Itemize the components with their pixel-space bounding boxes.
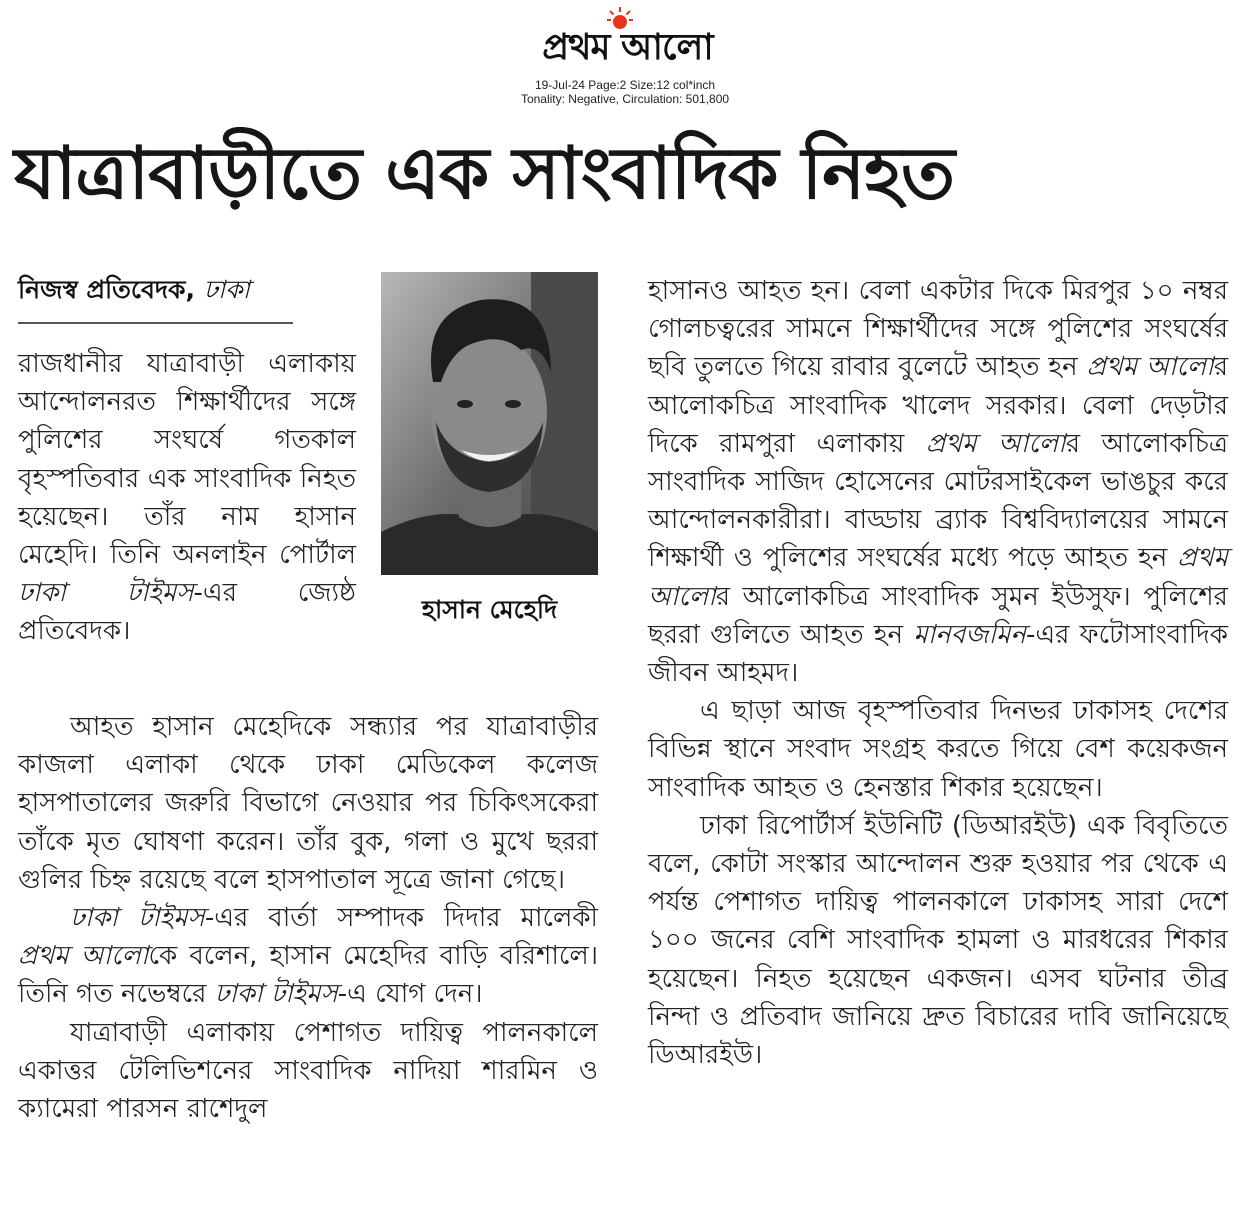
paragraph-4: যাত্রাবাড়ী এলাকায় পেশাগত দায়িত্ব পালনকালে একাত্তর টেলিভিশনের সাংবাদিক নাদিয়া শারমিন ও ক্যামেরা পারসন রাশেদুল bbox=[18, 1017, 598, 1125]
publication-name: প্রথম আলো bbox=[925, 428, 1066, 459]
paragraph-7: ঢাকা রিপোর্টার্স ইউনিটি (ডিআরইউ) এক বিবৃতিতে বলে, কোটা সংস্কার আন্দোলন শুরু হওয়ার পর থেকে এ পর্যন্ত পেশাগত দায়িত্ব পালনকালে ঢাকাসহ সারা দেশে ১০০ জনের বেশি সাংবাদিক হামলা ও মারধরের শিকার হয়েছেন। নিহত হয়েছেন একজন। এসব ঘটনার তীব্র নিন্দা ও প্রতিবাদ জানিয়ে দ্রুত বিচারের দাবি জানিয়েছে ডিআরইউ। bbox=[648, 810, 1228, 1071]
byline-city: ঢাকা bbox=[203, 275, 250, 304]
article-column-1-lower bbox=[18, 708, 598, 1128]
photo-caption: হাসান মেহেদি bbox=[421, 595, 558, 624]
paragraph-3-text-b: কে বলেন, হাসান মেহেদির বাড়ি বরিশালে। তিনি গত নভেম্বরে bbox=[18, 941, 599, 1010]
publication-name: ঢাকা টাইমস bbox=[70, 903, 205, 934]
publication-name: মানবজমিন bbox=[913, 619, 1026, 650]
paragraph-1 bbox=[18, 345, 356, 651]
newspaper-logo bbox=[490, 6, 765, 78]
paragraph-5-text-d: র আলোকচিত্র সাংবাদিক সুমন ইউসুফ। পুলিশের ছররা গুলিতে আহত হন bbox=[648, 581, 1228, 650]
paragraph-5-text-a: হাসানও আহত হন। বেলা একটার দিকে মিরপুর ১০ নম্বর গোলচত্বরের সামনে শিক্ষার্থীদের সঙ্গে পুলিশের সংঘর্ষের ছবি তুলতে গিয়ে রাবার বুলেটে আহত হন bbox=[648, 276, 1228, 383]
clipping-meta-tonality: Tonality: Negative, Circulation: 501,800 bbox=[520, 92, 730, 106]
article-column-1 bbox=[18, 345, 356, 651]
clipping-meta-date: 19-Jul-24 Page:2 Size:12 col*inch bbox=[534, 78, 716, 92]
paragraph-1-text: রাজধানীর যাত্রাবাড়ী এলাকায় আন্দোলনরত শিক্ষার্থীদের সঙ্গে পুলিশের সংঘর্ষে গতকাল বৃহস্পতিবার এক সাংবাদিক নিহত হয়েছেন। তাঁর নাম হাসান মেহেদি। তিনি অনলাইন পোর্টাল bbox=[18, 349, 356, 571]
logo-text: প্রথম আলো bbox=[542, 27, 713, 68]
publication-name: প্রথম আলো bbox=[18, 941, 149, 972]
reporter-photo bbox=[381, 272, 598, 575]
byline bbox=[18, 270, 298, 310]
article-headline: যাত্রাবাড়ীতে এক সাংবাদিক নিহত bbox=[14, 131, 954, 215]
article-column-2 bbox=[648, 272, 1228, 1074]
publication-name: ঢাকা টাইমস bbox=[214, 979, 338, 1010]
paragraph-5 bbox=[648, 272, 1228, 692]
paragraph-3 bbox=[18, 899, 598, 1014]
byline-author: নিজস্ব প্রতিবেদক, bbox=[18, 275, 196, 304]
paragraph-5-text-c: র আলোকচিত্র সাংবাদিক সাজিদ হোসেনের মোটরসাইকেল ভাঙচুর করে আন্দোলনকারীরা। বাড্ডায় ব্র্যাক বিশ্ববিদ্যালয়ের সামনে শিক্ষার্থী ও পুলিশের সংঘর্ষের মধ্যে পড়ে আহত হন bbox=[648, 428, 1228, 574]
paragraph-6: এ ছাড়া আজ বৃহস্পতিবার দিনভর ঢাকাসহ দেশের বিভিন্ন স্থানে সংবাদ সংগ্রহ করতে গিয়ে বেশ কয়েকজন সাংবাদিক আহত ও হেনস্তার শিকার হয়েছেন। bbox=[648, 696, 1228, 803]
publication-name: ঢাকা টাইমস bbox=[18, 578, 194, 609]
publication-name: প্রথম আলো bbox=[648, 543, 1229, 612]
byline-divider bbox=[18, 322, 293, 324]
paragraph-1-end: -এর জ্যেষ্ঠ প্রতিবেদক। bbox=[18, 578, 356, 647]
masthead bbox=[0, 0, 1250, 115]
paragraph-5-text-b: র আলোকচিত্র সাংবাদিক খালেদ সরকার। বেলা দেড়টার দিকে রামপুরা এলাকায় bbox=[648, 352, 1228, 459]
publication-name: প্রথম আলো bbox=[1086, 352, 1214, 383]
paragraph-2: আহত হাসান মেহেদিকে সন্ধ্যার পর যাত্রাবাড়ীর কাজলা এলাকা থেকে ঢাকা মেডিকেল কলেজ হাসপাতালের জরুরি বিভাগে নেওয়ার পর চিকিৎসকেরা তাঁকে মৃত ঘোষণা করেন। তাঁর বুক, গলা ও মুখে ছররা গুলির চিহ্ন রয়েছে বলে হাসপাতাল সূত্রে জানা গেছে। bbox=[18, 712, 598, 895]
paragraph-3-text-c: -এ যোগ দেন। bbox=[337, 979, 483, 1010]
paragraph-5-text-e: -এর ফটোসাংবাদিক জীবন আহমদ। bbox=[648, 619, 1229, 689]
paragraph-3-text-a: -এর বার্তা সম্পাদক দিদার মালেকী bbox=[204, 903, 598, 934]
